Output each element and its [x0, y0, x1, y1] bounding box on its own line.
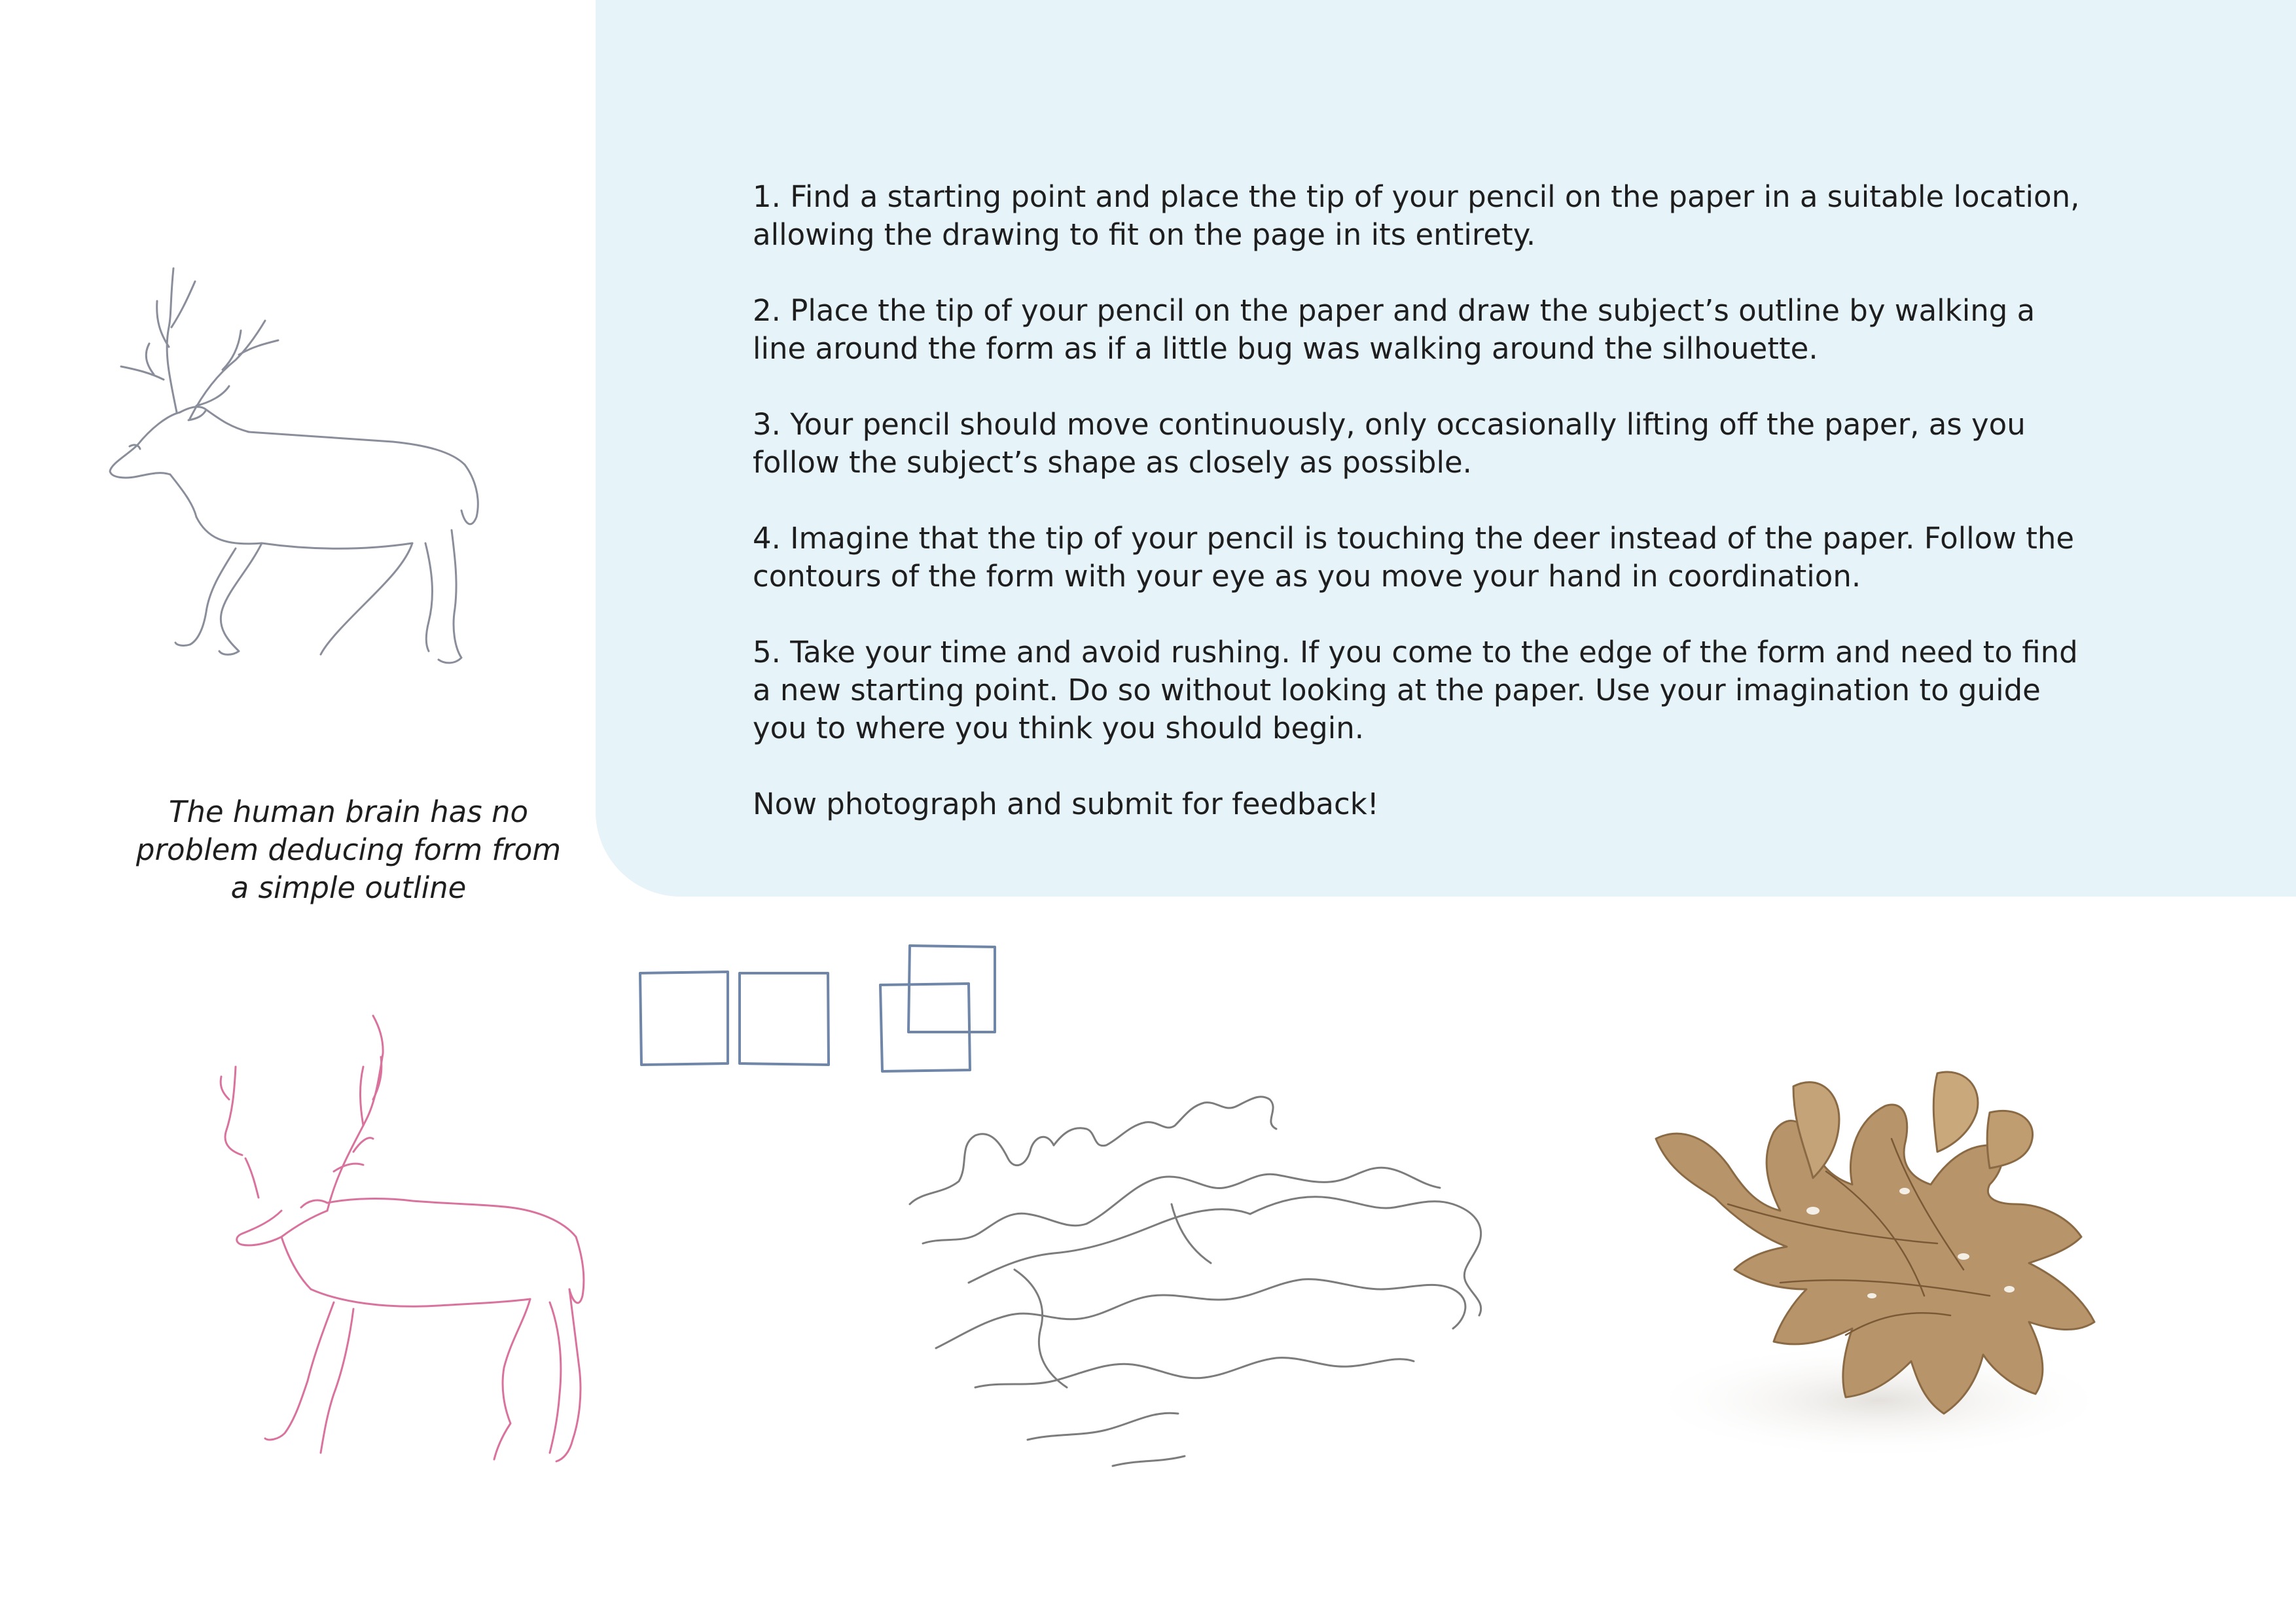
- instruction-step-3: 3. Your pencil should move continuously, only occasionally lifting off the paper, as you follow the subject’s shape as closely as possible.: [753, 407, 2026, 480]
- dried-leaf-photo: [1597, 1008, 2147, 1479]
- caption-line-3: a simple outline: [230, 870, 467, 905]
- instruction-step-1: 1. Find a starting point and place the tip of your pencil on the paper in a suitable location, allowing the drawing to fit on the page in its entirety.: [753, 179, 2080, 252]
- instruction-step-2: 2. Place the tip of your pencil on the paper and draw the subject’s outline by walking a line around the form as if a little bug was walking around the silhouette.: [753, 293, 2036, 366]
- blue-squares-sketch: [628, 939, 1034, 1083]
- leaf-contour-sketch: [897, 1073, 1538, 1505]
- image-caption: [105, 793, 592, 907]
- instruction-step-4: 4. Imagine that the tip of your pencil is touching the deer instead of the paper. Follow the contours of the form with your eye as you move your hand in coordination.: [753, 521, 2075, 594]
- grey-deer-sketch: [98, 255, 504, 687]
- pink-deer-sketch: [196, 1001, 628, 1479]
- caption-line-1: The human brain has no: [168, 794, 529, 829]
- instruction-closing: Now photograph and submit for feedback!: [753, 787, 1379, 821]
- caption-line-2: problem deducing form from: [135, 832, 562, 867]
- instruction-step-5: 5. Take your time and avoid rushing. If you come to the edge of the form and need to find a new starting point. Do so without looking at the paper. Use your imagination to guide you to where you think you should begin.: [753, 635, 2078, 745]
- instructions-text: [753, 178, 2088, 861]
